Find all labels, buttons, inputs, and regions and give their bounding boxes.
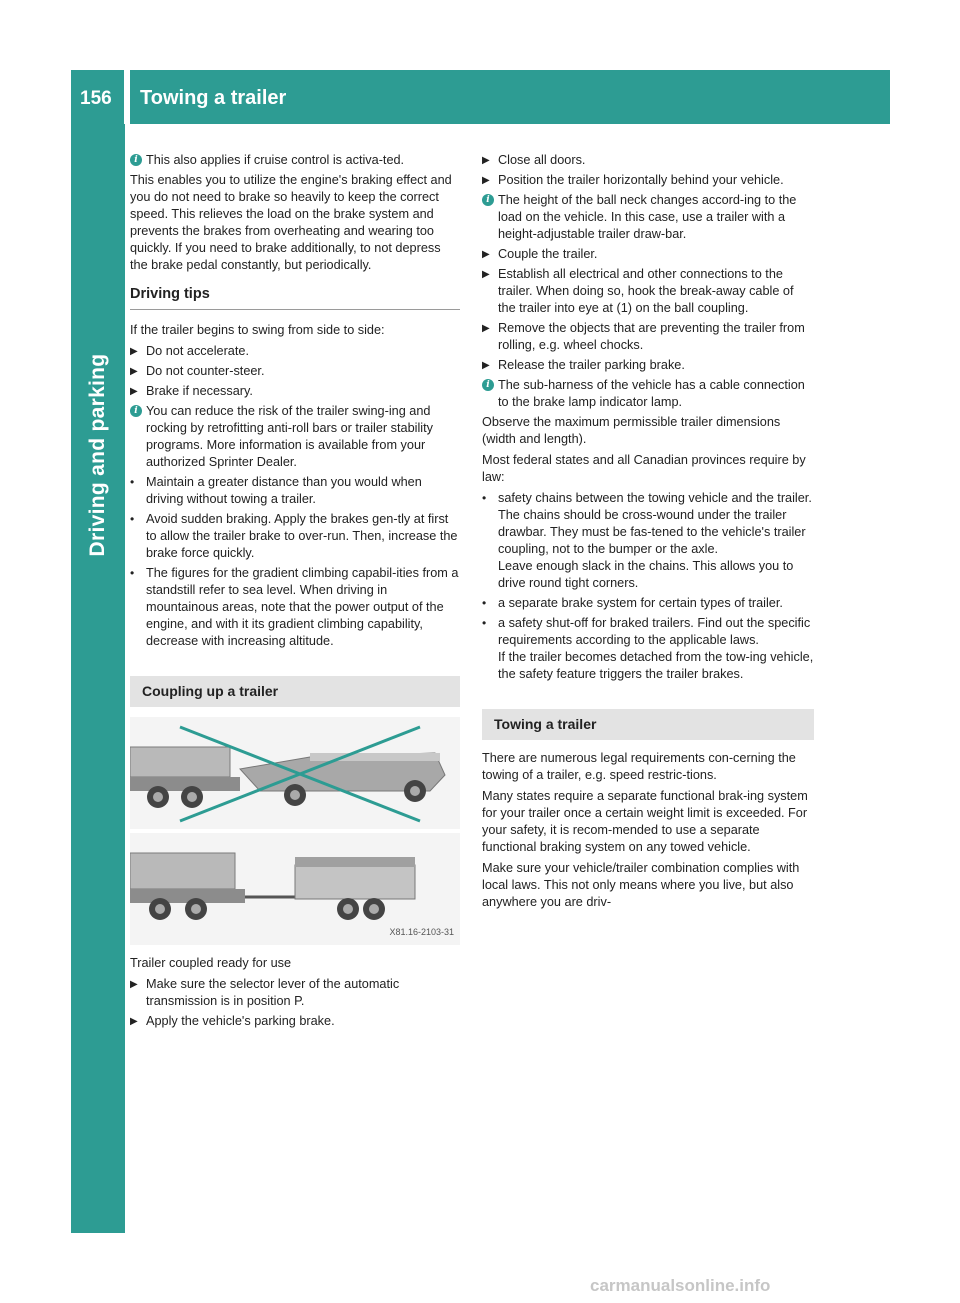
info-icon: i [130,154,142,166]
step-text: Position the trailer horizontally behind your vehicle. [498,173,784,187]
arrow-icon: ▶ [130,346,138,357]
bullet-icon: • [130,512,135,526]
watermark: carmanualsonline.info [590,1276,771,1295]
figure-id: X81.16-2103-31 [389,927,454,937]
sidebar-band [71,70,125,1233]
step-item [482,152,814,169]
trailer-illustration [130,717,460,945]
step-item [130,363,460,380]
paragraph: Observe the maximum permissible trailer dimensions (width and length). [482,415,781,446]
info-note [130,152,460,169]
bullet-text: a separate brake system for certain types of trailer. [498,596,783,610]
step-item [482,266,814,317]
paragraph: Most federal states and all Canadian provinces require by law: [482,453,806,484]
bullet-icon: • [482,616,487,630]
step-text: Couple the trailer. [498,247,598,261]
correct-coupling-figure [130,853,415,920]
trailer-diagram [130,717,460,945]
info-note [482,192,814,243]
bullet-text: Maintain a greater distance than you would when driving without towing a trailer. [146,475,422,506]
bullet-icon: • [482,596,487,610]
paragraph: Make sure your vehicle/trailer combination complies with local laws. This not only means where you live, but also anywhere you are driv- [482,861,800,909]
paragraph: This enables you to utilize the engine's braking effect and you do not need to brake so heavily to keep the correct speed. This relieves the load on the brake system and prevents the brakes from overheating and wearing too quickly. If you need to brake additionally, to not depress the brake pedal constantly, but periodically. [130,173,452,272]
header-divider [124,70,128,124]
incorrect-coupling-figure [130,727,445,821]
paragraph: Trailer coupled ready for use [130,956,292,970]
paragraph: Many states require a separate functional brak-ing system for your trailer once a certain weight limit is exceeded. For your safety, it is recom-mended to use a separate functional braking system on any towed vehicle. [482,789,808,854]
arrow-icon: ▶ [130,366,138,377]
bullet-icon: • [130,475,135,489]
bullet-item [482,595,814,612]
step-text: Do not accelerate. [146,344,249,358]
heading-coupling: Coupling up a trailer [130,676,460,707]
note-text: You can reduce the risk of the trailer swing-ing and rocking by retrofitting anti-roll bars or trailer stability programs. More information is available from your authorized Sprinter Dealer. [146,404,433,469]
step-item [482,246,814,263]
step-text: Remove the objects that are preventing the trailer from rolling, e.g. wheel chocks. [498,321,805,352]
left-column [130,152,460,1033]
arrow-icon: ▶ [482,155,490,166]
step-item [482,320,814,354]
step-text: Brake if necessary. [146,384,253,398]
info-note [482,377,814,411]
page-title: Towing a trailer [140,87,287,109]
step-text: Do not counter-steer. [146,364,265,378]
step-text: Close all doors. [498,153,586,167]
section-title: Driving and parking [86,353,109,557]
step-item [130,1013,460,1030]
heading-towing: Towing a trailer [482,709,814,740]
bullet-item [130,474,460,508]
step-item [130,383,460,400]
step-item [130,976,460,1010]
bullet-extra: Leave enough slack in the chains. This allows you to drive round tight corners. [498,559,794,590]
arrow-icon: ▶ [130,979,138,990]
arrow-icon: ▶ [482,360,490,371]
arrow-icon: ▶ [482,249,490,260]
bullet-icon: • [130,566,135,580]
bullet-text: Avoid sudden braking. Apply the brakes gen-tly at first to allow the trailer brake to over-run. Then, increase the brake force quickly. [146,512,458,560]
arrow-icon: ▶ [482,269,490,280]
paragraph: There are numerous legal requirements con-cerning the towing of a trailer, e.g. speed restric-tions. [482,751,796,782]
info-note [130,403,460,471]
arrow-icon: ▶ [130,1016,138,1027]
step-item [482,172,814,189]
arrow-icon: ▶ [482,323,490,334]
bullet-item [130,511,460,562]
bullet-item [482,490,814,592]
right-column [482,152,814,915]
step-text: Release the trailer parking brake. [498,358,685,372]
note-text: This also applies if cruise control is activa-ted. [146,153,405,167]
bullet-extra: If the trailer becomes detached from the tow-ing vehicle, the safety feature triggers the trailer brakes. [498,650,814,681]
step-item [130,343,460,360]
arrow-icon: ▶ [130,386,138,397]
info-icon: i [482,194,494,206]
arrow-icon: ▶ [482,175,490,186]
note-text: The height of the ball neck changes accord-ing to the load on the vehicle. In this case, use a trailer with a height-adjustable trailer draw-bar. [498,193,797,241]
step-text: Apply the vehicle's parking brake. [146,1014,335,1028]
step-text: Establish all electrical and other connections to the trailer. When doing so, hook the break-away cable of the trailer into eye at (1) on the ball coupling. [498,267,794,315]
note-text: The sub-harness of the vehicle has a cable connection to the brake lamp indicator lamp. [498,378,805,409]
bullet-icon: • [482,491,487,505]
heading-driving-tips: Driving tips [130,286,460,310]
info-icon: i [482,379,494,391]
page-number: 156 [80,88,112,109]
info-icon: i [130,405,142,417]
step-text: Make sure the selector lever of the automatic transmission is in position P. [146,977,400,1008]
bullet-text: safety chains between the towing vehicle and the trailer. The chains should be cross-wound under the trailer drawbar. They must be fas-tened to the vehicle's trailer coupling, not to the bumper or the axle. [498,491,812,556]
bullet-text: a safety shut-off for braked trailers. Find out the specific requirements according to the applicable laws. [498,616,811,647]
bullet-text: The figures for the gradient climbing capabil-ities from a standstill refer to sea level. When driving in mountainous areas, note that the power output of the engine, and with it its gradient climbing capability, decrease with increasing altitude. [146,566,459,648]
bullet-item [130,565,460,650]
paragraph: If the trailer begins to swing from side to side: [130,323,385,337]
bullet-item [482,615,814,683]
step-item [482,357,814,374]
